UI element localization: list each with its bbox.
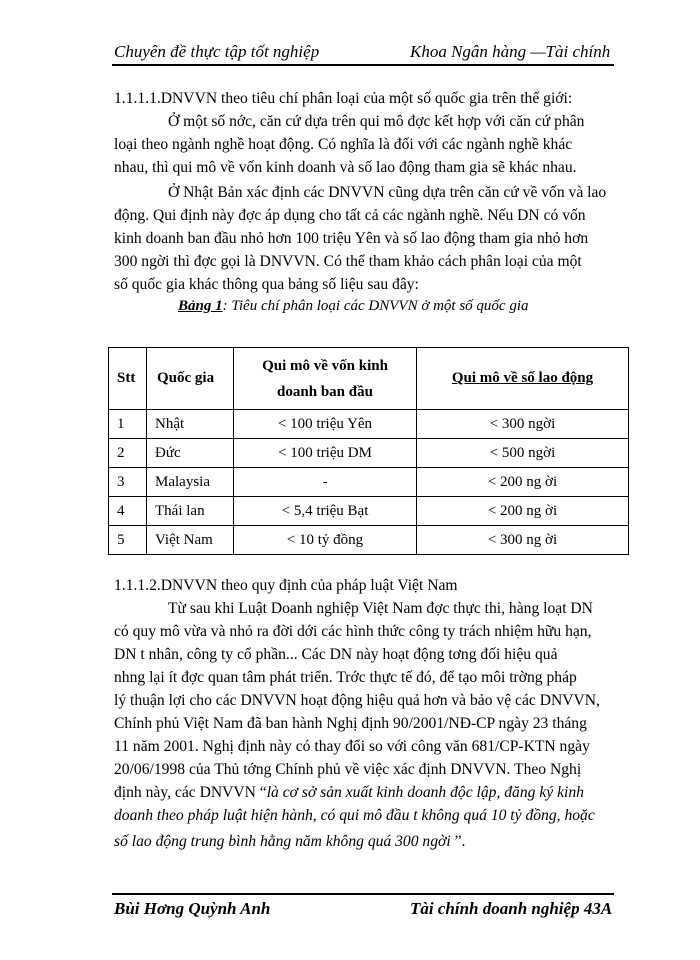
classification-table — [108, 347, 629, 555]
table-header-row — [109, 348, 629, 410]
paragraph-line: 11 năm 2001. Nghị định này có thay đổi so với công văn 681/CP-KTN ngày — [114, 738, 590, 755]
paragraph-line: lý thuận lợi cho các DNVVN hoạt động hiệu quả hơn và bảo vệ các DNVVN, — [114, 692, 600, 709]
table-row — [109, 526, 629, 555]
cell-capital: < 10 tỷ đồng — [234, 526, 417, 555]
paragraph-line: có quy mô vừa và nhỏ ra đời dới các hình thức công ty trách nhiệm hữu hạn, — [114, 623, 592, 640]
section-heading-1: 1.1.1.1.DNVVN theo tiêu chí phân loại của một số quốc gia trên thế giới: — [114, 90, 573, 107]
cell-stt: 1 — [109, 410, 147, 439]
paragraph-line: Chính phủ Việt Nam đã ban hành Nghị định 90/2001/NĐ-CP ngày 23 tháng — [114, 715, 587, 732]
paragraph-line: kinh doanh ban đầu nhỏ hơn 100 triệu Yên và số lao động tham gia nhỏ hơn — [114, 230, 589, 247]
cell-labor: < 300 ngời — [417, 410, 629, 439]
table-row — [109, 410, 629, 439]
paragraph-line: nhau, thì qui mô về vốn kinh doanh và số lao động tham gia sẽ khác nhau. — [114, 159, 577, 176]
quote-lead: định này, các DNVVN “ — [114, 784, 267, 801]
header-labor: Qui mô về số lao động — [417, 348, 629, 410]
header-country: Quốc gia — [147, 348, 234, 410]
paragraph-line: 300 ngời thì đợc gọi là DNVVN. Có thể tham khảo cách phân loại của một — [114, 253, 582, 270]
header-stt: Stt — [109, 348, 147, 410]
table-row — [109, 468, 629, 497]
footer-rule — [112, 893, 614, 895]
paragraph-line: 20/06/1998 của Thủ tớng Chính phủ về việc xác định DNVVN. Theo Nghị — [114, 761, 582, 778]
paragraph-line: loại theo ngành nghề hoạt động. Có nghĩa là đối với các ngành nghề khác — [114, 136, 573, 153]
table-caption-label: Bảng 1 — [178, 298, 223, 314]
quote-close: ”. — [454, 833, 466, 850]
header-right: Khoa Ngân hàng —Tài chính — [410, 42, 611, 61]
cell-capital: < 100 triệu DM — [234, 439, 417, 468]
paragraph-line: Từ sau khi Luật Doanh nghiệp Việt Nam đợc thực thi, hàng loạt DN — [168, 600, 593, 617]
cell-country: Đức — [147, 439, 234, 468]
cell-capital: - — [234, 468, 417, 497]
header-rule — [112, 64, 614, 66]
table-caption-text: : Tiêu chí phân loại các DNVVN ở một số quốc gia — [222, 298, 529, 314]
header-capital-line2: doanh ban đầu — [277, 383, 373, 400]
paragraph-line — [114, 831, 465, 853]
paragraph-line: nhng lại ít đợc quan tâm phát triển. Trớc thực tế đó, để tạo môi trờng pháp — [114, 669, 577, 686]
paragraph-line — [114, 782, 584, 804]
cell-country: Malaysia — [147, 468, 234, 497]
cell-stt: 4 — [109, 497, 147, 526]
table-caption — [178, 298, 529, 315]
paragraph-line: Ở Nhật Bản xác định các DNVVN cũng dựa trên căn cứ về vốn và lao — [168, 184, 607, 201]
footer-left: Bùi Hơng Quỳnh Anh — [114, 899, 271, 918]
table-row — [109, 439, 629, 468]
cell-country: Nhật — [147, 410, 234, 439]
cell-stt: 3 — [109, 468, 147, 497]
cell-labor: < 200 ng ời — [417, 468, 629, 497]
cell-labor: < 500 ngời — [417, 439, 629, 468]
cell-labor: < 200 ng ời — [417, 497, 629, 526]
table-row — [109, 497, 629, 526]
footer-right: Tài chính doanh nghiệp 43A — [410, 899, 613, 918]
cell-stt: 5 — [109, 526, 147, 555]
cell-stt: 2 — [109, 439, 147, 468]
paragraph-line: DN t nhân, công ty cổ phần... Các DN này hoạt động tơng đối hiệu quả — [114, 646, 558, 663]
header-capital — [234, 348, 417, 410]
cell-capital: < 100 triệu Yên — [234, 410, 417, 439]
header-capital-line1: Qui mô về vốn kinh — [262, 357, 388, 374]
cell-labor: < 300 ng ời — [417, 526, 629, 555]
quote-text: số lao động trung bình hằng năm không quá 300 ngời — [114, 833, 455, 850]
quote-line: doanh theo pháp luật hiện hành, có qui mô đầu t không quá 10 tỷ đồng, hoặc — [114, 807, 595, 824]
section-heading-2: 1.1.1.2.DNVVN theo quy định của pháp luật Việt Nam — [114, 577, 458, 594]
header-left: Chuyên đề thực tập tốt nghiệp — [114, 42, 320, 61]
cell-country: Việt Nam — [147, 526, 234, 555]
paragraph-line: số quốc gia khác thông qua bảng số liệu sau đây: — [114, 276, 419, 293]
cell-capital: < 5,4 triệu Bạt — [234, 497, 417, 526]
quote-text: là cơ sở sản xuất kinh doanh độc lập, đăng ký kinh — [266, 784, 584, 801]
paragraph-line: động. Qui định này đợc áp dụng cho tất cả các ngành nghề. Nếu DN có vốn — [114, 207, 586, 224]
paragraph-line: Ở một số nớc, căn cứ dựa trên qui mô đợc kết hợp với căn cứ phân — [168, 113, 585, 130]
cell-country: Thái lan — [147, 497, 234, 526]
